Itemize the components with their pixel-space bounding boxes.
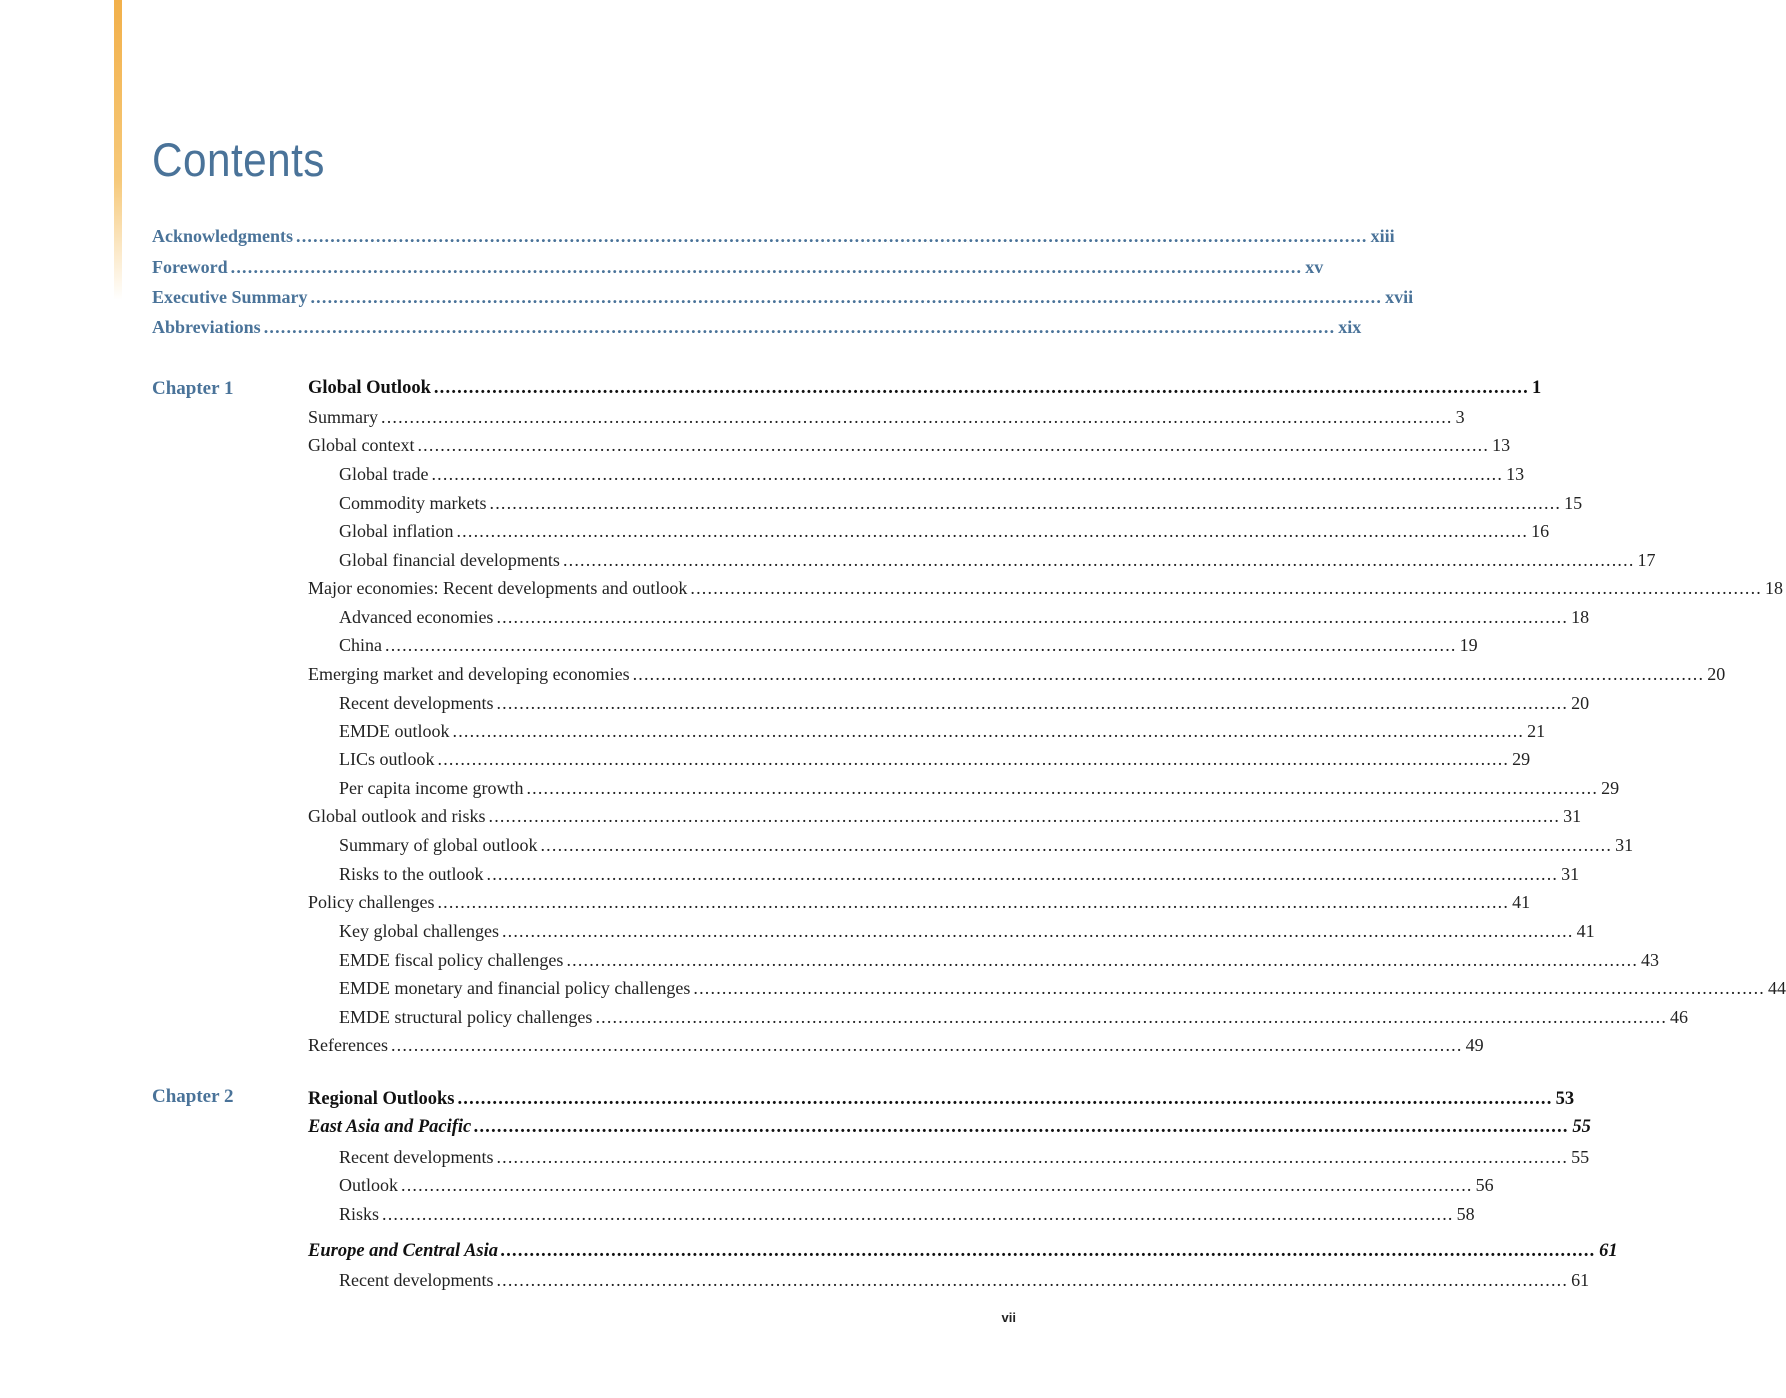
dot-leader: ............................................................................................................................................................................................ [562,550,1635,570]
dot-leader: ............................................................................................................................................................................................ [595,1007,1668,1027]
toc-entry-label: Commodity markets [339,493,487,513]
toc-entry-label: EMDE monetary and financial policy challenges [339,978,691,998]
page-title: Contents [152,133,325,186]
toc-entry-label: Global inflation [339,521,454,541]
dot-leader: ............................................................................................................................................................................................ [632,664,1705,684]
toc-entry-page: 56 [1475,1175,1494,1195]
toc-subsection[interactable] [339,721,1546,749]
toc-entry-label: Executive Summary [152,287,308,307]
toc-entry-label: Acknowledgments [152,226,294,246]
toc-section[interactable] [308,664,1726,692]
toc-entry-page: 43 [1641,950,1660,970]
toc-subsection[interactable] [339,693,1590,721]
toc-entry-label: Global trade [339,464,429,484]
toc-entry-page: 13 [1492,435,1511,455]
toc-subsection[interactable] [339,1175,1494,1203]
toc-entry-page: 58 [1456,1204,1475,1224]
toc-chapter-title[interactable] [308,1089,1575,1117]
dot-leader: ............................................................................................................................................................................................ [296,226,1368,246]
toc-subsection[interactable] [339,921,1595,949]
dot-leader: ............................................................................................................................................................................................ [486,864,1559,884]
dot-leader: ............................................................................................................................................................................................ [230,257,1303,277]
dot-leader: ............................................................................................................................................................................................ [488,806,1561,826]
toc-entry-label: Major economies: Recent developments and outlook [308,578,688,598]
toc-entry-executive-summary[interactable] [152,287,1414,315]
dot-leader: ............................................................................................................................................................................................ [496,693,1569,713]
toc-entry-label: EMDE outlook [339,721,450,741]
toc-entry-page: 15 [1564,493,1583,513]
dot-leader: ............................................................................................................................................................................................ [566,950,1639,970]
toc-entry-page: 18 [1571,607,1590,627]
dot-leader: ............................................................................................................................................................................................ [385,635,1457,655]
dot-leader: ............................................................................................................................................................................................ [437,749,1510,769]
toc-entry-page: 31 [1563,806,1582,826]
toc-entry-label: Risks [339,1204,380,1224]
toc-entry-page: 29 [1512,749,1531,769]
toc-entry-page: 3 [1455,407,1465,427]
toc-entry-page: xiii [1370,226,1395,246]
toc-entry-acknowledgments[interactable] [152,226,1395,254]
toc-entry-label: China [339,635,382,655]
toc-entry-label: Recent developments [339,693,494,713]
toc-entry-page: 20 [1571,693,1590,713]
toc-entry-label: EMDE structural policy challenges [339,1007,593,1027]
toc-entry-label: Summary [308,407,378,427]
toc-subsection[interactable] [339,778,1620,806]
toc-entry-page: xix [1338,317,1362,337]
toc-entry-page: 31 [1615,835,1634,855]
dot-leader: ............................................................................................................................................................................................ [489,493,1562,513]
chapter-label: Chapter 1 [152,378,234,399]
toc-entry-abbreviations[interactable] [152,317,1362,345]
toc-subsection[interactable] [339,1270,1590,1298]
toc-entry-page: 19 [1459,635,1478,655]
toc-subsection[interactable] [339,978,1786,1006]
toc-subsection[interactable] [339,550,1656,578]
toc-subsection[interactable] [339,1147,1590,1175]
toc-entry-label: LICs outlook [339,749,435,769]
toc-entry-label: Global financial developments [339,550,560,570]
toc-subsection[interactable] [339,835,1634,863]
dot-leader: ............................................................................................................................................................................................ [457,1089,1553,1109]
toc-subsection[interactable] [339,635,1478,663]
toc-entry-page: 55 [1571,1147,1590,1167]
toc-region[interactable] [308,1117,1591,1145]
toc-entry-label: Global Outlook [308,378,431,398]
toc-section[interactable] [308,892,1531,920]
toc-section[interactable] [308,578,1784,606]
toc-entry-label: Key global challenges [339,921,499,941]
toc-section[interactable] [308,1035,1484,1063]
toc-section[interactable] [308,407,1465,435]
dot-leader: ............................................................................................................................................................................................ [496,1270,1569,1290]
toc-entry-label: Abbreviations [152,317,261,337]
dot-leader: ............................................................................................................................................................................................ [381,407,1453,427]
toc-entry-page: xvii [1385,287,1414,307]
toc-entry-page: 29 [1601,778,1620,798]
dot-leader: ............................................................................................................................................................................................ [474,1117,1570,1137]
toc-entry-page: 61 [1571,1270,1590,1290]
toc-entry-page: 55 [1572,1117,1591,1137]
dot-leader: ............................................................................................................................................................................................ [437,892,1510,912]
accent-bar [114,0,122,300]
toc-entry-page: 41 [1576,921,1595,941]
toc-entry-label: Advanced economies [339,607,494,627]
dot-leader: ............................................................................................................................................................................................ [690,578,1763,598]
toc-entry-label: EMDE fiscal policy challenges [339,950,564,970]
page-number: vii [1001,1310,1016,1325]
toc-section[interactable] [308,806,1582,834]
toc-subsection[interactable] [339,1007,1689,1035]
toc-subsection[interactable] [339,864,1580,892]
dot-leader: ............................................................................................................................................................................................ [526,778,1599,798]
toc-entry-label: Global context [308,435,415,455]
dot-leader: ............................................................................................................................................................................................ [456,521,1529,541]
toc-subsection[interactable] [339,464,1525,492]
dot-leader: ............................................................................................................................................................................................ [431,464,1504,484]
toc-entry-page: 53 [1555,1089,1575,1109]
toc-entry-label: Per capita income growth [339,778,524,798]
toc-entry-page: 31 [1561,864,1580,884]
toc-entry-page: 17 [1637,550,1656,570]
toc-entry-label: Regional Outlooks [308,1089,455,1109]
toc-entry-page: 61 [1599,1241,1618,1261]
dot-leader: ............................................................................................................................................................................................ [693,978,1765,998]
toc-subsection[interactable] [339,1204,1475,1232]
dot-leader: ............................................................................................................................................................................................ [433,378,1529,398]
toc-entry-page: 18 [1765,578,1784,598]
toc-entry-label: Outlook [339,1175,399,1195]
dot-leader: ............................................................................................................................................................................................ [501,1241,1597,1261]
toc-entry-label: Europe and Central Asia [308,1241,499,1261]
toc-entry-foreword[interactable] [152,257,1324,285]
toc-entry-page: 46 [1670,1007,1689,1027]
toc-entry-label: Foreword [152,257,228,277]
toc-entry-page: 1 [1531,378,1542,398]
dot-leader: ............................................................................................................................................................................................ [417,435,1490,455]
dot-leader: ............................................................................................................................................................................................ [501,921,1574,941]
toc-subsection[interactable] [339,950,1660,978]
toc-entry-label: East Asia and Pacific [308,1117,472,1137]
dot-leader: ............................................................................................................................................................................................ [540,835,1613,855]
dot-leader: ............................................................................................................................................................................................ [452,721,1525,741]
toc-entry-label: Summary of global outlook [339,835,538,855]
toc-entry-label: Recent developments [339,1147,494,1167]
toc-subsection[interactable] [339,749,1531,777]
toc-entry-page: 13 [1506,464,1525,484]
toc-entry-page: 21 [1527,721,1546,741]
toc-entry-page: 49 [1465,1035,1484,1055]
dot-leader: ............................................................................................................................................................................................ [310,287,1383,307]
dot-leader: ............................................................................................................................................................................................ [382,1204,1454,1224]
toc-subsection[interactable] [339,521,1550,549]
toc-entry-page: 41 [1512,892,1531,912]
toc-subsection[interactable] [339,607,1590,635]
toc-entry-label: References [308,1035,388,1055]
dot-leader: ............................................................................................................................................................................................ [390,1035,1463,1055]
toc-entry-label: Risks to the outlook [339,864,484,884]
toc-entry-label: Policy challenges [308,892,435,912]
dot-leader: ............................................................................................................................................................................................ [263,317,1336,337]
toc-entry-page: xv [1305,257,1324,277]
toc-entry-label: Recent developments [339,1270,494,1290]
dot-leader: ............................................................................................................................................................................................ [496,607,1569,627]
chapter-label: Chapter 2 [152,1086,234,1107]
toc-section[interactable] [308,435,1511,463]
dot-leader: ............................................................................................................................................................................................ [496,1147,1569,1167]
toc-entry-page: 44 [1768,978,1786,998]
toc-region[interactable] [308,1241,1618,1269]
dot-leader: ............................................................................................................................................................................................ [401,1175,1473,1195]
toc-entry-label: Emerging market and developing economies [308,664,630,684]
toc-chapter-title[interactable] [308,378,1542,406]
toc-subsection[interactable] [339,493,1583,521]
toc-entry-page: 20 [1707,664,1726,684]
toc-entry-label: Global outlook and risks [308,806,486,826]
toc-entry-page: 16 [1531,521,1550,541]
